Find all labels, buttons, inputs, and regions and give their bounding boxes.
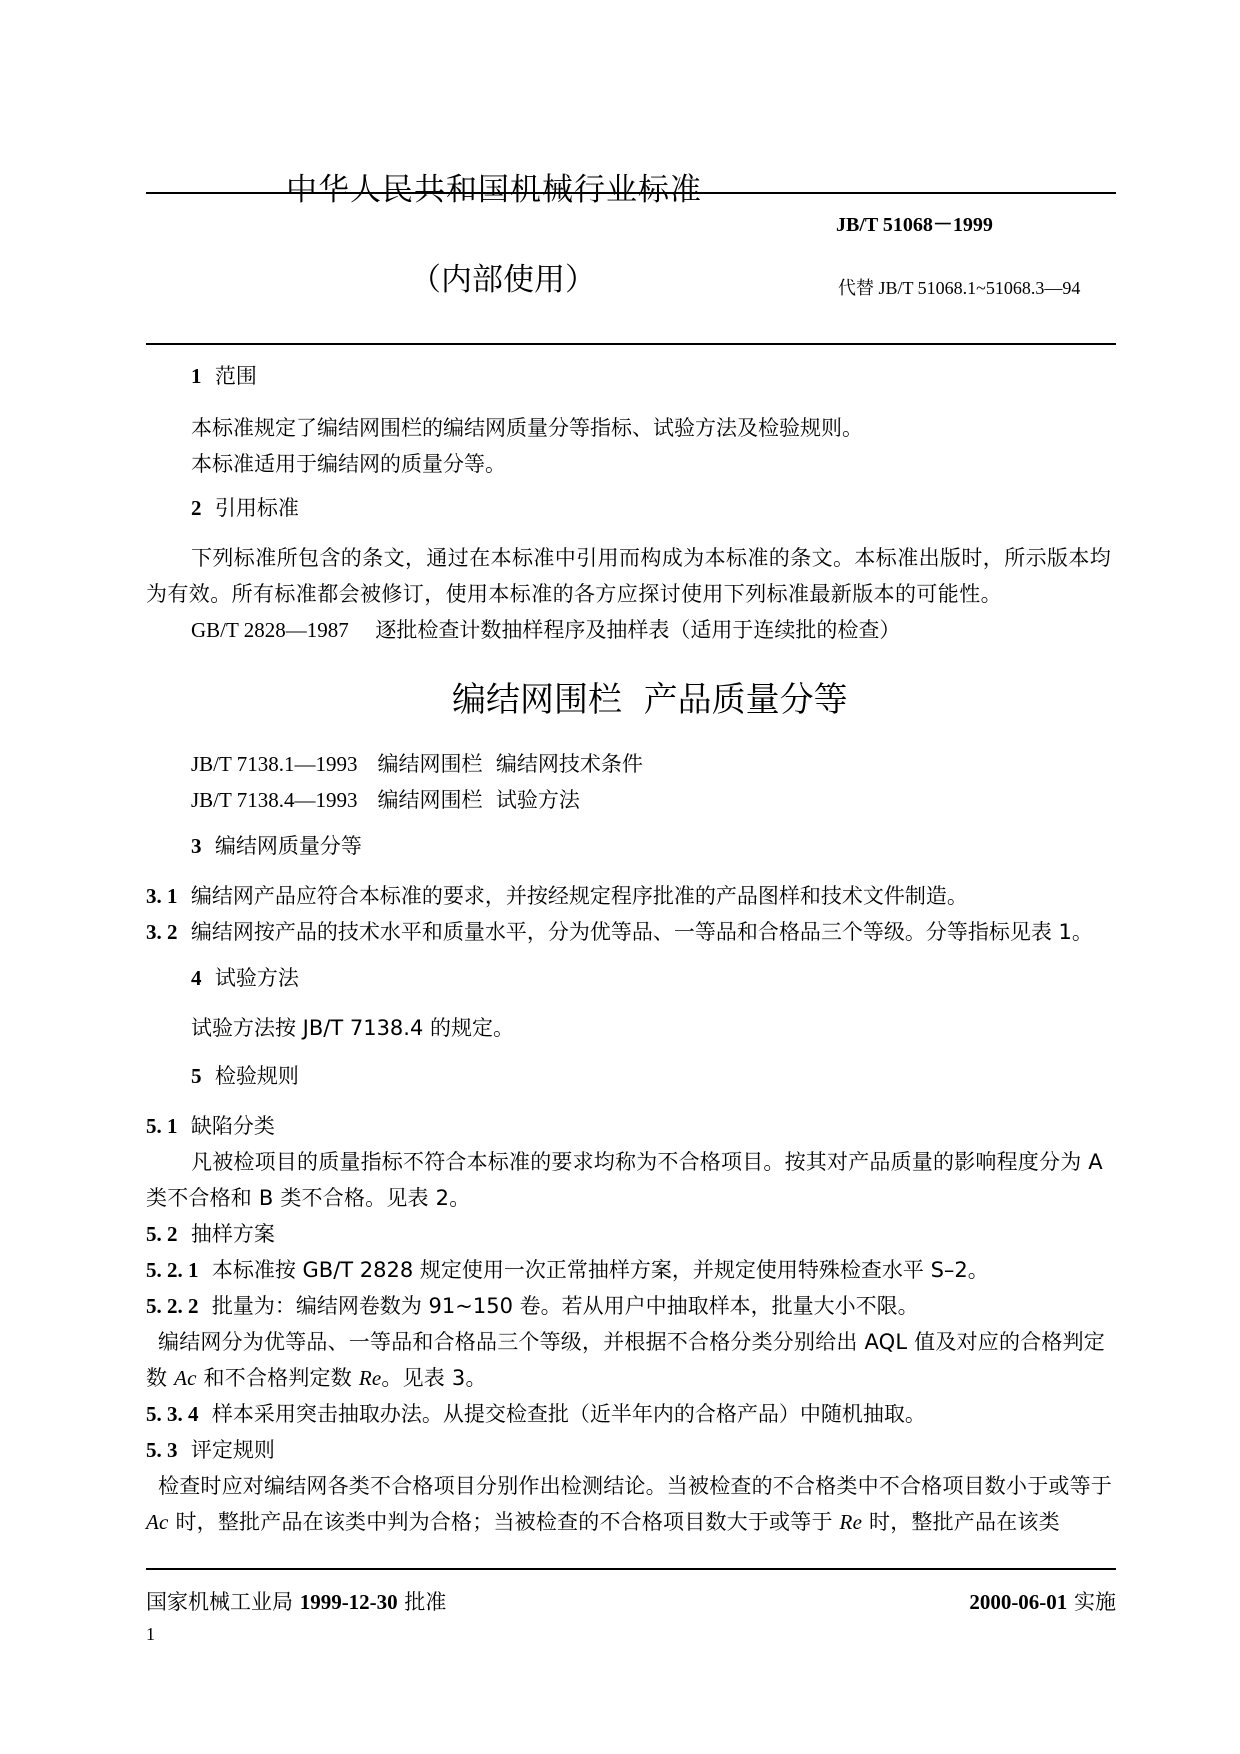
reference-row [191, 612, 900, 648]
section-1-heading [191, 358, 257, 394]
clause-text: 本标准按 GB/T 2828 规定使用一次正常抽样方案，并规定使用特殊检查水平 S–2。 [211, 1258, 989, 1282]
approve-word: 批准 [404, 1590, 447, 1614]
clause-title: 评定规则 [190, 1438, 275, 1462]
replaces-note: 代替 JB/T 51068.1~51068.3—94 [838, 278, 1081, 298]
section-1-para-2: 本标准适用于编结网的质量分等。 [191, 452, 506, 476]
section-2-para-text: 下列标准所包含的条文，通过在本标准中引用而构成为本标准的条文。本标准出版时，所示版本均为有效。所有标准都会被修订，使用本标准的各方应探讨使用下列标准最新版本的可能性。 [146, 546, 1112, 606]
clause-number: 5. 1 [146, 1114, 178, 1138]
section-5-heading [191, 1058, 299, 1094]
clause-3-2 [146, 914, 1093, 950]
clause-5-2-1 [146, 1252, 989, 1288]
reference-row [191, 782, 580, 818]
footer-rule [146, 1568, 1116, 1570]
reference-code: GB/T 2828—1987 [191, 618, 349, 642]
clause-text: 编结网按产品的技术水平和质量水平，分为优等品、一等品和合格品三个等级。分等指标见表 1。 [190, 920, 1093, 944]
aql-text: 和不合格判定数 [203, 1366, 352, 1390]
clause-5-3-heading [146, 1432, 275, 1468]
reference-row [191, 746, 643, 782]
clause-5-2-heading [146, 1216, 275, 1252]
org-title: 中华人民共和国机械行业标准 [286, 172, 702, 208]
clause-number: 3. 1 [146, 884, 178, 908]
section-number: 5 [191, 1064, 202, 1088]
clause-text: 编结网产品应符合本标准的要求，并按经规定程序批准的产品图样和技术文件制造。 [190, 884, 968, 908]
clause-number: 5. 3. 4 [146, 1402, 199, 1426]
aql-text: 编结网分为优等品、一等品和合格品三个等级，并根据不合格分类分别给出 AQL 值及对应的合格判定数 [146, 1330, 1105, 1390]
main-title: 编结网围栏 产品质量分等 [452, 680, 848, 720]
clause-text: 时，整批产品在该类 [869, 1510, 1060, 1534]
clause-title: 缺陷分类 [190, 1114, 275, 1138]
clause-5-3-para [146, 1468, 1116, 1540]
internal-use-label: （内部使用） [410, 262, 596, 298]
reference-code: JB/T 7138.1—1993 [191, 752, 358, 776]
clause-title: 抽样方案 [190, 1222, 275, 1246]
aql-paragraph [146, 1324, 1116, 1396]
clause-5-1-heading [146, 1108, 275, 1144]
section-number: 2 [191, 496, 202, 520]
section-number: 1 [191, 364, 202, 388]
clause-text: 时，整批产品在该类中判为合格；当被检查的不合格项目数大于或等于 [175, 1510, 833, 1534]
approve-date: 1999-12-30 [299, 1590, 398, 1614]
section-title: 试验方法 [214, 966, 299, 990]
clause-5-1-para [146, 1144, 1116, 1216]
section-number: 3 [191, 834, 202, 858]
section-2-para [146, 540, 1116, 612]
clause-number: 5. 3 [146, 1438, 178, 1462]
section-title: 检验规则 [214, 1064, 299, 1088]
ac-symbol: Ac [174, 1366, 197, 1390]
section-1-para-1: 本标准规定了编结网围栏的编结网质量分等指标、试验方法及检验规则。 [191, 416, 863, 440]
clause-number: 5. 2. 2 [146, 1294, 199, 1318]
section-2-heading [191, 490, 299, 526]
clause-5-2-2 [146, 1288, 919, 1324]
header-bottom-rule [146, 343, 1116, 345]
page-number: 1 [146, 1624, 155, 1644]
clause-text: 检查时应对编结网各类不合格项目分别作出检测结论。当被检查的不合格类中不合格项目数小于或等于 [158, 1474, 1112, 1498]
reference-title: 编结网围栏 试验方法 [377, 788, 580, 812]
ac-symbol: Ac [146, 1510, 169, 1534]
aql-text: 。见表 3。 [381, 1366, 487, 1390]
clause-text: 凡被检项目的质量指标不符合本标准的要求均称为不合格项目。按其对产品质量的影响程度分为 A 类不合格和 B 类不合格。见表 2。 [146, 1150, 1103, 1210]
approval-note [146, 1584, 446, 1620]
clause-text: 批量为：编结网卷数为 91~150 卷。若从用户中抽取样本，批量大小不限。 [211, 1294, 919, 1318]
impl-date: 2000-06-01 [969, 1590, 1068, 1614]
section-title: 引用标准 [214, 496, 299, 520]
clause-number: 5. 2 [146, 1222, 178, 1246]
section-title: 范围 [214, 364, 257, 388]
reference-title: 逐批检查计数抽样程序及抽样表（适用于连续批的检查） [375, 618, 901, 642]
section-title: 编结网质量分等 [214, 834, 362, 858]
reference-title: 编结网围栏 编结网技术条件 [377, 752, 643, 776]
standard-number: JB/T 51068－1999 [836, 214, 993, 236]
section-number: 4 [191, 966, 202, 990]
re-symbol: Re [839, 1510, 863, 1534]
clause-5-3-4 [146, 1396, 926, 1432]
clause-number: 3. 2 [146, 920, 178, 944]
impl-word: 实施 [1074, 1590, 1116, 1614]
section-3-heading [191, 828, 362, 864]
reference-code: JB/T 7138.4—1993 [191, 788, 358, 812]
implementation-note [969, 1584, 1116, 1620]
clause-text: 样本采用突击抽取办法。从提交检查批（近半年内的合格产品）中随机抽取。 [211, 1402, 926, 1426]
re-symbol: Re [358, 1366, 382, 1390]
approver: 国家机械工业局 [146, 1590, 293, 1614]
section-4-para: 试验方法按 JB/T 7138.4 的规定。 [191, 1016, 515, 1040]
section-4-heading [191, 960, 299, 996]
clause-number: 5. 2. 1 [146, 1258, 199, 1282]
clause-3-1 [146, 878, 968, 914]
